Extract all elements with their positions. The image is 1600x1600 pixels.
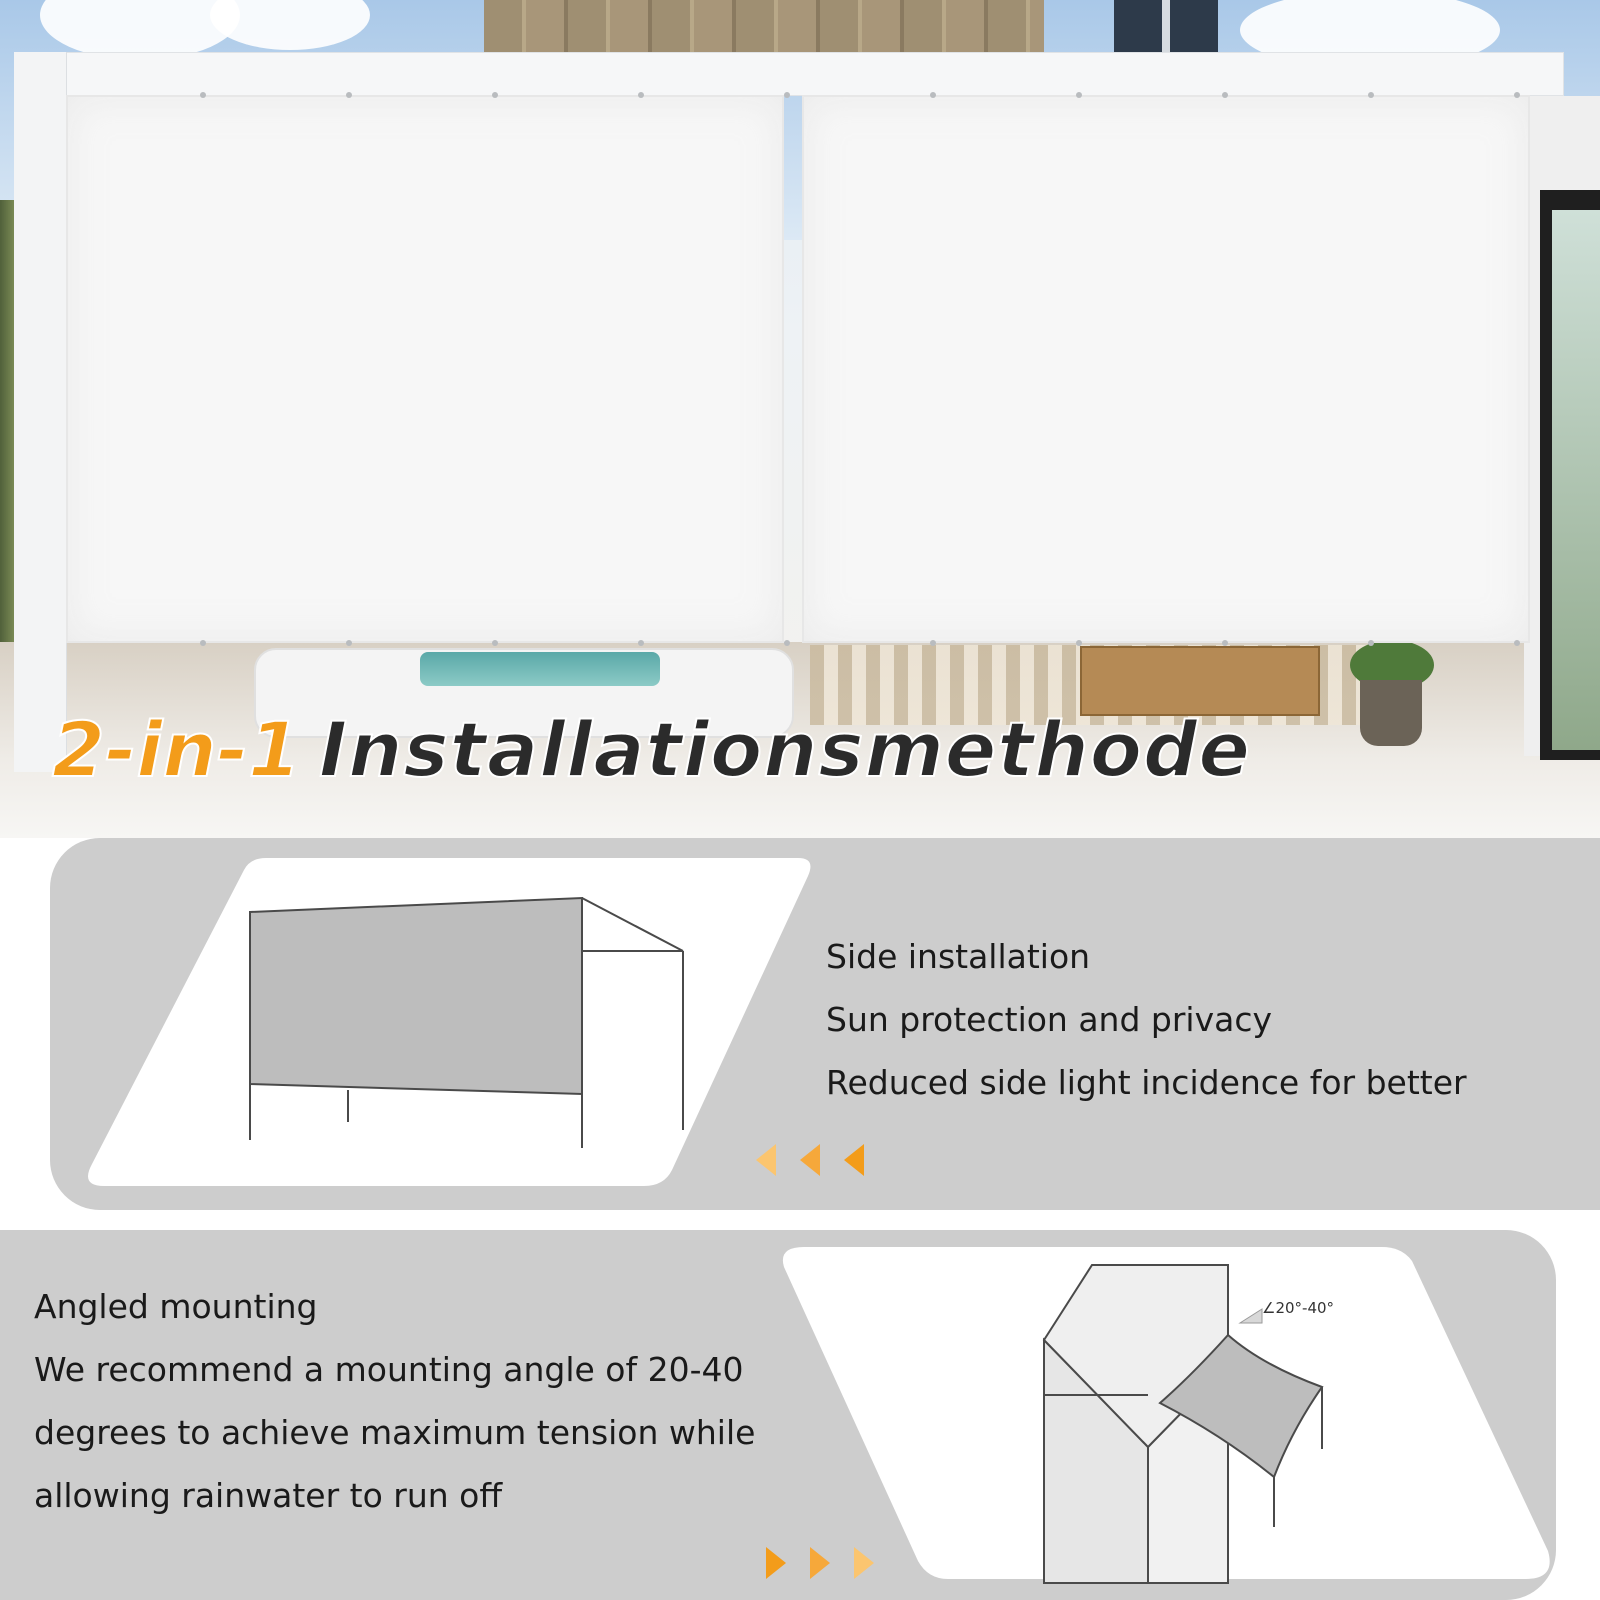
- angled-mounting-text: [34, 1275, 755, 1527]
- grommet: [784, 92, 790, 98]
- grommet: [492, 92, 498, 98]
- angled-mounting-line: degrees to achieve maximum tension while: [34, 1413, 756, 1452]
- grommet: [1222, 640, 1228, 646]
- grommet: [1076, 640, 1082, 646]
- grommet: [1514, 92, 1520, 98]
- grommet: [638, 92, 644, 98]
- shade-panel-left: [66, 95, 784, 643]
- grommet: [200, 640, 206, 646]
- angle-label: ∠20°-40°: [1262, 1299, 1335, 1317]
- grommet: [638, 640, 644, 646]
- pergola-beam: [14, 52, 1564, 96]
- shade-sail-vertical: [250, 898, 582, 1094]
- grommet: [346, 640, 352, 646]
- shade-panel-right: [802, 95, 1530, 643]
- right-arrow-icon: [854, 1547, 874, 1579]
- grommet: [784, 640, 790, 646]
- grommet: [1076, 92, 1082, 98]
- plant-pot: [1360, 680, 1422, 746]
- left-arrow-icon: [844, 1144, 864, 1176]
- side-installation-title: Side installation: [826, 937, 1091, 976]
- angled-mounting-line: We recommend a mounting angle of 20-40: [34, 1350, 744, 1389]
- left-arrows: [752, 1142, 872, 1182]
- side-installation-diagram: [76, 856, 836, 1200]
- right-arrow-icon: [810, 1547, 830, 1579]
- side-installation-line: Sun protection and privacy: [826, 1000, 1273, 1039]
- grommet: [1222, 92, 1228, 98]
- angled-mounting-line: allowing rainwater to run off: [34, 1476, 503, 1515]
- grommet: [200, 92, 206, 98]
- side-installation-line: Reduced side light incidence for better: [826, 1063, 1467, 1102]
- house-window: [1114, 0, 1218, 52]
- left-arrow-icon: [756, 1144, 776, 1176]
- angled-mounting-diagram: [782, 1245, 1562, 1599]
- grommet: [1514, 640, 1520, 646]
- left-arrow-icon: [800, 1144, 820, 1176]
- grommet: [1368, 92, 1374, 98]
- hot-tub-water: [420, 652, 660, 686]
- right-arrow-icon: [766, 1547, 786, 1579]
- stone-wall: [484, 0, 1044, 52]
- page-title: [52, 705, 1251, 794]
- side-installation-text: [826, 925, 1467, 1114]
- pergola-post: [14, 52, 67, 772]
- grommet: [492, 640, 498, 646]
- right-arrows: [762, 1545, 882, 1585]
- grommet: [930, 92, 936, 98]
- title-main: Installationsmethode: [319, 705, 1251, 794]
- angled-mounting-title: Angled mounting: [34, 1287, 318, 1326]
- glass-door: [1552, 210, 1600, 750]
- title-accent: 2-in-1: [52, 705, 302, 794]
- grommet: [1368, 640, 1374, 646]
- grommet: [346, 92, 352, 98]
- grommet: [930, 640, 936, 646]
